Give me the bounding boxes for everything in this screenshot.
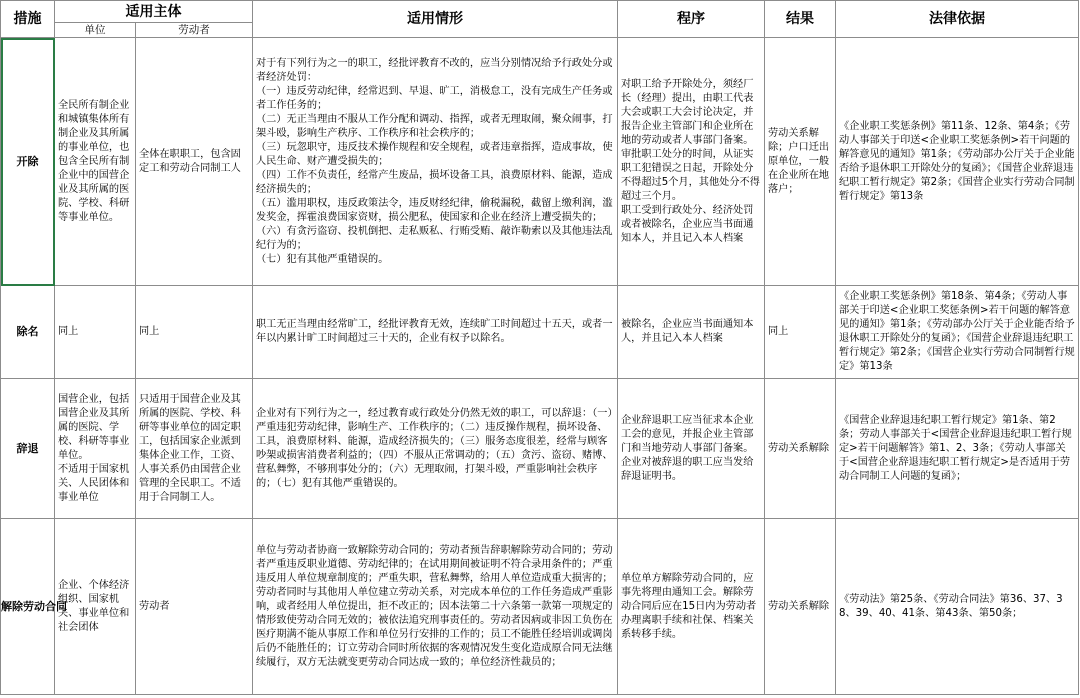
header-legal[interactable]: 法律依据 xyxy=(836,1,1079,38)
situation-cell[interactable] xyxy=(253,519,618,695)
table-row xyxy=(1,286,1079,379)
situation-line: （七）犯有其他严重错误的。 xyxy=(256,253,389,265)
header-situation[interactable]: 适用情形 xyxy=(253,1,618,38)
table-row xyxy=(1,38,1079,286)
legal-basis-cell[interactable]: 《国营企业辞退违纪职工暂行规定》第1条、第2条；劳动人事部关于<国营企业辞退违纪职工暂行规定>若干问题解答》第1、2、3条；《劳动人事部关于<国营企业辞退违纪职工暂行规定>是否适用于劳动合同制工人问题的复函》； xyxy=(836,379,1079,519)
result-cell[interactable]: 劳动关系解除 xyxy=(765,519,836,695)
unit-cell[interactable]: 国营企业，包括国营企业及其所属的医院、学校、科研等事业单位。 不适用于国家机关、人民团体和事业单位 xyxy=(55,379,136,519)
legal-basis-cell[interactable]: 《劳动法》第25条、《劳动合同法》第36、37、38、39、40、41条、第43条、第50条； xyxy=(836,519,1079,695)
result-cell[interactable]: 劳动关系解除 xyxy=(765,379,836,519)
situation-line: 职工无正当理由经常旷工，经批评教育无效，连续旷工时间超过十五天，或者一年以内累计旷工时间超过三十天的，企业有权予以除名。 xyxy=(256,319,613,344)
worker-cell[interactable]: 同上 xyxy=(136,286,253,379)
unit-cell[interactable]: 全民所有制企业和城镇集体所有制企业及其所属的事业单位，也包含全民所有制企业中的国营企业及其所属的医院、学校、科研等事业单位。 xyxy=(55,38,136,286)
measure-cell[interactable]: 除名 xyxy=(1,286,55,379)
header-unit[interactable]: 单位 xyxy=(55,23,136,38)
header-measure[interactable]: 措施 xyxy=(1,1,55,38)
situation-cell[interactable] xyxy=(253,38,618,286)
header-worker[interactable]: 劳动者 xyxy=(136,23,253,38)
table-row xyxy=(1,519,1079,695)
situation-line: （一）违反劳动纪律，经常迟到、早退、旷工，消极怠工，没有完成生产任务或者工作任务的； xyxy=(256,85,613,111)
worker-cell[interactable]: 全体在职职工，包含固定工和劳动合同制工人 xyxy=(136,38,253,286)
table-row xyxy=(1,379,1079,519)
unit-cell[interactable]: 企业、个体经济组织、国家机关、事业单位和社会团体 xyxy=(55,519,136,695)
header-subject[interactable]: 适用主体 xyxy=(55,1,253,23)
header-result[interactable]: 结果 xyxy=(765,1,836,38)
situation-line: 对于有下列行为之一的职工，经批评教育不改的，应当分别情况给予行政处分或者经济处罚： xyxy=(256,57,613,83)
legal-basis-cell[interactable]: 《企业职工奖惩条例》第18条、第4条；《劳动人事部关于印送<企业职工奖惩条例>若干问题的解答意见的通知》第1条；《劳动部办公厅关于企业能否给予退休职工开除处分的复函》；《国营企业辞退违纪职工暂行规定》第2条；《国营企业实行劳动合同制暂行规定》第13条 xyxy=(836,286,1079,379)
situation-line: （二）无正当理由不服从工作分配和调动、指挥，或者无理取闹，聚众闹事，打架斗殴，影响生产秩序、工作秩序和社会秩序的； xyxy=(256,113,613,139)
situation-cell[interactable] xyxy=(253,379,618,519)
result-cell[interactable]: 劳动关系解除；户口迁出原单位，一般在企业所在地落户； xyxy=(765,38,836,286)
situation-line: （三）玩忽职守，违反技术操作规程和安全规程，或者违章指挥，造成事故，使人民生命、财产遭受损失的； xyxy=(256,141,613,167)
worker-cell[interactable]: 劳动者 xyxy=(136,519,253,695)
worker-cell[interactable]: 只适用于国营企业及其所属的医院、学校、科研等事业单位的固定职工，包括国家企业派到集体企业工作，工资、人事关系仍由国营企业管理的全民职工。不适用于合同制工人。 xyxy=(136,379,253,519)
procedure-cell[interactable]: 被除名，企业应当书面通知本人，并且记入本人档案 xyxy=(618,286,765,379)
measure-cell[interactable]: 开除 xyxy=(1,38,55,286)
procedure-cell[interactable]: 对职工给予开除处分，须经厂长（经理）提出，由职工代表大会或职工大会讨论决定，并报告企业主管部门和企业所在地的劳动或者人事部门备案。审批职工处分的时间，从证实职工犯错误之日起，开除处分不得超过5个月，其他处分不得超过三个月。 职工受到行政处分、经济处罚或者被除名，企业应当书面通知本人，并且记入本人档案 xyxy=(618,38,765,286)
measure-cell-text: 解除劳动合同 xyxy=(1,599,67,613)
situation-cell[interactable] xyxy=(253,286,618,379)
unit-cell[interactable]: 同上 xyxy=(55,286,136,379)
situation-line: 企业对有下列行为之一，经过教育或行政处分仍然无效的职工，可以辞退：（一）严重违犯劳动纪律，影响生产、工作秩序的；（二）违反操作规程，损坏设备、工具，浪费原材料、能源，造成经济损失的；（三）服务态度很差，经常与顾客吵架或损害消费者利益的；（四）不服从正常调动的；（五）贪污、盗窃、赌博、营私舞弊，不够刑事处分的；（六）无理取闹，打架斗殴，严重影响社会秩序的；（七）犯有其他严重错误的。 xyxy=(256,407,613,489)
situation-line: （四）工作不负责任，经常产生废品，损坏设备工具，浪费原材料、能源，造成经济损失的； xyxy=(256,169,613,195)
situation-line: （五）滥用职权，违反政策法令，违反财经纪律，偷税漏税，截留上缴利润，滥发奖金，挥霍浪费国家资财，损公肥私，使国家和企业在经济上遭受损失的； xyxy=(256,197,613,223)
situation-line: 单位与劳动者协商一致解除劳动合同的；劳动者预告辞职解除劳动合同的；劳动者严重违反职业道德、劳动纪律的；在试用期间被证明不符合录用条件的；严重违反用人单位规章制度的；严重失职，营私舞弊，给用人单位造成重大损害的；劳动者同时与其他用人单位建立劳动关系，对完成本单位的工作任务造成严重影响，或者经用人单位提出，拒不改正的；因本法第二十六条第一款第一项规定的情形致使劳动合同无效的；被依法追究刑事责任的。劳动者因病或非因工负伤在医疗期满不能从事原工作和单位另行安排的工作的；员工不能胜任经培训或调岗后仍不能胜任的；订立劳动合同时所依据的客观情况发生变化造成原合同无法继续履行，双方无法就变更劳动合同达成一致的；单位经济性裁员的； xyxy=(256,544,613,668)
result-cell[interactable]: 同上 xyxy=(765,286,836,379)
situation-line: （六）有贪污盗窃、投机倒把、走私贩私、行贿受贿、敲诈勒索以及其他违法乱纪行为的； xyxy=(256,225,613,251)
measure-cell[interactable]: 辞退 xyxy=(1,379,55,519)
procedure-cell[interactable]: 单位单方解除劳动合同的，应事先将理由通知工会。解除劳动合同后应在15日内为劳动者办理离职手续和社保、档案关系转移手续。 xyxy=(618,519,765,695)
measure-cell[interactable] xyxy=(1,519,67,695)
procedure-cell[interactable]: 企业辞退职工应当征求本企业工会的意见，并报企业主管部门和当地劳动人事部门备案。企业对被辞退的职工应当发给辞退证明书。 xyxy=(618,379,765,519)
header-procedure[interactable]: 程序 xyxy=(618,1,765,38)
legal-basis-cell[interactable]: 《企业职工奖惩条例》第11条、12条、第4条；《劳动人事部关于印送<企业职工奖惩条例>若干问题的解答意见的通知》第1条；《劳动部办公厅关于企业能否给予退休职工开除处分的复函》；《国营企业辞退违纪职工暂行规定》第2条；《国营企业实行劳动合同制暂行规定》第13条 xyxy=(836,38,1079,286)
